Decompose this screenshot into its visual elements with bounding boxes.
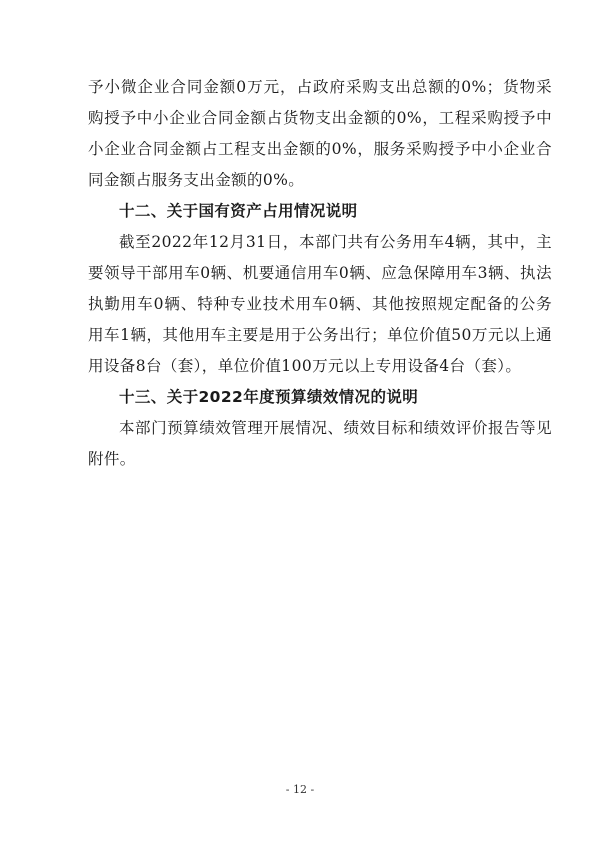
section-13-body: 本部门预算绩效管理开展情况、绩效目标和绩效评价报告等见附件。 bbox=[88, 419, 552, 468]
document-body bbox=[88, 72, 552, 475]
section-12-body: 截至2022年12月31日，本部门共有公务用车4辆，其中，主要领导干部用车0辆、机要通信用车0辆、应急保障用车3辆、执法执勤用车0辆、特种专业技术用车0辆、其他按照规定配备的公务用车1辆，其他用车主要是用于公务出行；单位价值50万元以上通用设备8台（套），单位价值100万元以上专用设备4台（套）。 bbox=[88, 233, 552, 375]
section-13-heading: 十三、关于2022年度预算绩效情况的说明 bbox=[119, 388, 419, 406]
paragraph-procurement-continuation: 予小微企业合同金额0万元，占政府采购支出总额的0%；货物采购授予中小企业合同金额占货物支出金额的0%，工程采购授予中小企业合同金额占工程支出金额的0%，服务采购授予中小企业合同金额占服务支出金额的0%。 bbox=[88, 78, 552, 189]
page-number: - 12 - bbox=[285, 783, 315, 796]
section-12-heading: 十二、关于国有资产占用情况说明 bbox=[119, 202, 358, 220]
